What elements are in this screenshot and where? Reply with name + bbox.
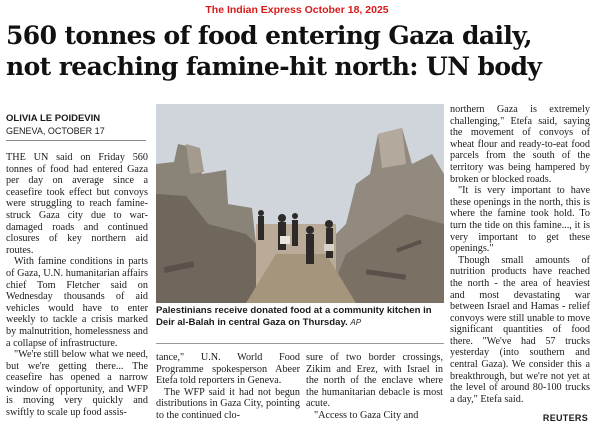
photo-caption xyxy=(156,305,444,329)
body-column-1 xyxy=(6,152,148,419)
body-column-3 xyxy=(306,352,443,422)
caption-divider xyxy=(156,343,444,344)
body-column-2 xyxy=(156,352,300,422)
news-agency-credit: REUTERS xyxy=(542,413,588,423)
paragraph: The WFP said it had not begun distributions in Gaza City, pointing to the continued clo- xyxy=(156,386,300,421)
photo-credit: AP xyxy=(350,318,362,327)
paragraph: With famine conditions in parts of Gaza, U.N. humanitarian affairs chief Tom Fletcher said on Wednesday thousands of aid vehicles would have to enter weekly to tackle a crisis marked by malnutrition, homelessness and a collapse of infrastructure. xyxy=(6,256,148,349)
headline-line-2: not reaching famine-hit north: UN body xyxy=(6,52,542,81)
paragraph: "Access to Gaza City and xyxy=(314,409,419,421)
byline-author: OLIVIA LE POIDEVIN xyxy=(6,113,101,124)
rubble-scene-illustration xyxy=(156,104,444,303)
news-photo xyxy=(156,104,444,303)
body-column-4 xyxy=(450,104,590,405)
byline-divider xyxy=(6,140,146,141)
caption-text: Palestinians receive donated food at a community kitchen in Deir al-Balah in central Gaza on Thursday. xyxy=(156,305,432,328)
paragraph: sure of two border crossings, Zikim and Erez, with Israel in the north of the enclave where the humanitarian debacle is most acute. xyxy=(306,352,443,410)
paragraph: "We're still below what we need, but we're getting there... The ceasefire has opened a narrow window of opportunity, and WFP is moving very quickly and swiftly to scale up food assis- xyxy=(6,349,148,419)
paragraph: tance," U.N. World Food Programme spokesperson Abeer Etefa told reporters in Geneva. xyxy=(156,352,300,387)
paragraph: THE UN said on Friday 560 tonnes of food had entered Gaza per day on average since a ceasefire took effect but convoys were struggling to reach famine-struck Gaza city due to war-damaged roads and continued closures of key northern aid routes. xyxy=(6,152,148,256)
masthead: The Indian Express October 18, 2025 xyxy=(205,4,389,16)
byline-dateline: GENEVA, OCTOBER 17 xyxy=(6,126,105,136)
headline xyxy=(6,20,590,82)
paragraph: "It is very important to have these openings in the north, this is where the famine took hold. To turn the tide on this famine..., it is very important to get these openings." xyxy=(450,185,590,255)
paragraph: Though small amounts of nutrition products have reached the north - the area of heaviest and most devastating war between Israel and Hamas - relief convoys were still unable to move significant quantities of food there. "We've had 57 trucks yesterday (into southern and central Gaza). We consider this a breakthrough, but we're not yet at the level of around 80-100 trucks a day," Etefa said. xyxy=(450,254,590,405)
headline-line-1: 560 tonnes of food entering Gaza daily, xyxy=(6,21,532,50)
paragraph: northern Gaza is extremely challenging," Etefa said, saying the movement of convoys of wheat flour and ready-to-eat food parcels from the south of the territory was being hampered by broken or blocked roads. xyxy=(450,104,590,185)
